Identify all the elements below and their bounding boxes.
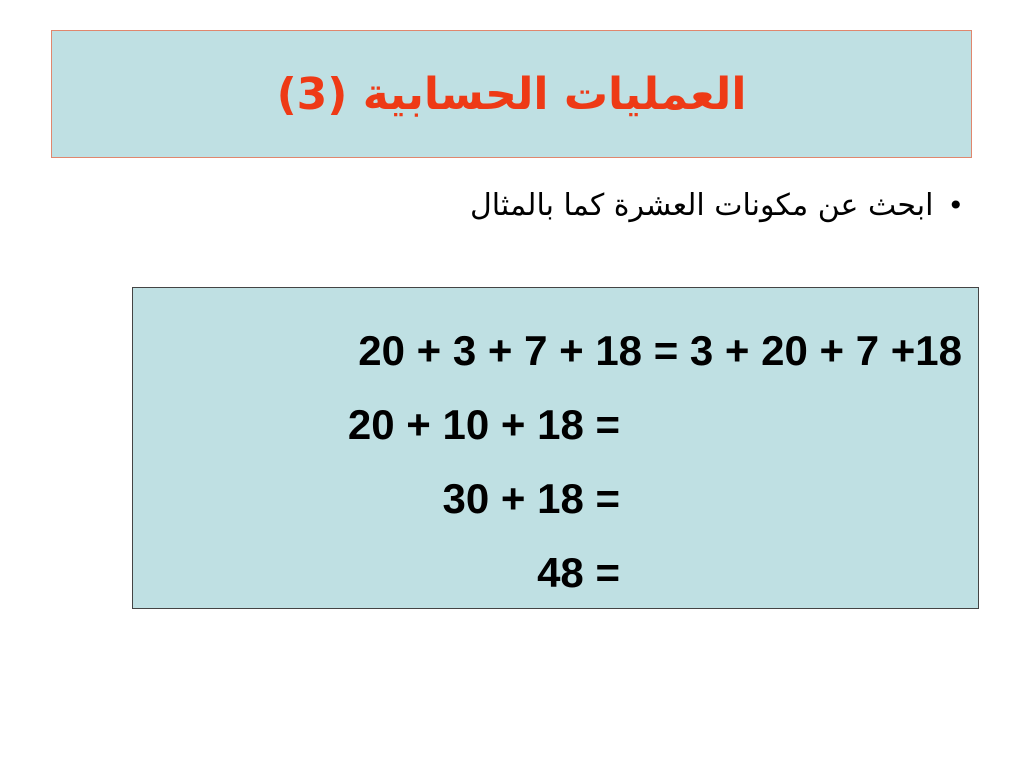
slide-title: العمليات الحسابية (3) [276, 68, 747, 120]
bullet-text: ابحث عن مكونات العشرة كما بالمثال [469, 188, 934, 223]
equation-line-1: 20 + 3 + 7 + 18 = 3 + 20 + 7 +18 [358, 327, 962, 374]
equation-line-2: 20 + 10 + 18 = [347, 401, 620, 448]
bullet-item [470, 188, 964, 223]
equation-line-3: 30 + 18 = [442, 475, 620, 522]
equation-line-4: 48 = [537, 549, 620, 596]
bullet-marker: • [947, 189, 964, 222]
title-box [51, 30, 972, 158]
equations-box [132, 287, 979, 609]
